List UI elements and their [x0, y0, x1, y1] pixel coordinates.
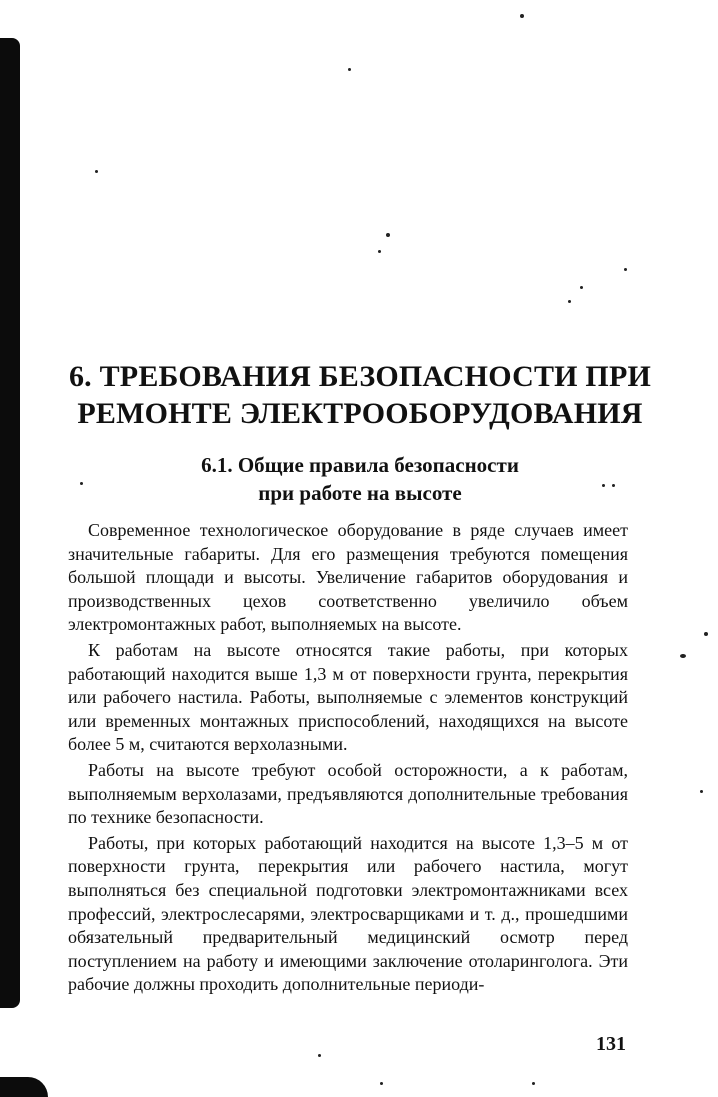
paragraph: Современное технологическое оборудование в ряде случаев имеет значительные габариты. Для его размещения требуются помещения большой площади и высоты. Увеличение габаритов оборудования и производственных цехов соответственно увеличило объем электромонтажных работ, выполняемых на высоте.: [68, 520, 628, 635]
scan-binding-edge: [0, 38, 20, 1008]
scan-binding-corner: [0, 1077, 48, 1097]
section-title: [100, 451, 620, 507]
scan-speck: [386, 233, 390, 237]
paragraph: К работам на высоте относятся такие работы, при которых работающий находится выше 1,3 м от поверхности грунта, перекрытия или рабочего настила. Работы, выполняемые с элементов конструкций или временных монтажных приспособлений, находящихся на высоте более 5 м, считаются верхолазными.: [68, 639, 628, 755]
section-title-line: при работе на высоте: [258, 481, 462, 505]
scan-speck: [95, 170, 98, 173]
scan-speck: [520, 14, 524, 18]
scan-speck: [380, 1082, 383, 1085]
scan-speck: [532, 1082, 535, 1085]
page-number: 131: [596, 1033, 626, 1055]
chapter-title: [40, 358, 680, 432]
scan-speck: [378, 250, 381, 253]
scan-speck: [568, 300, 571, 303]
scan-speck: [680, 654, 686, 658]
scan-speck: [700, 790, 703, 793]
scan-speck: [80, 482, 83, 485]
scan-speck: [318, 1054, 321, 1057]
scan-speck: [580, 286, 583, 289]
paragraph: Работы на высоте требуют особой осторожности, а к работам, выполняемым верхолазами, предъявляются дополнительные требования по технике безопасности.: [68, 759, 628, 828]
scan-speck: [348, 68, 351, 71]
scan-speck: [704, 632, 708, 636]
scan-speck: [624, 268, 627, 271]
body-text: [68, 519, 628, 999]
paragraph: Работы, при которых работающий находится на высоте 1,3–5 м от поверхности грунта, перекрытия или рабочего настила, могут выполняться без специальной подготовки электромонтажниками всех профессий, электрослесарями, электросварщиками и т. д., прошедшими обязательный предварительный медицинский осмотр перед поступлением на работу и имеющими заключение отоларинголога. Эти рабочие должны проходить дополнительные периоди-: [68, 832, 628, 995]
chapter-title-line: РЕМОНТЕ ЭЛЕКТРООБОРУДОВАНИЯ: [77, 397, 643, 430]
section-title-line: 6.1. Общие правила безопасности: [201, 453, 519, 477]
chapter-title-line: 6. ТРЕБОВАНИЯ БЕЗОПАСНОСТИ ПРИ: [68, 360, 652, 393]
